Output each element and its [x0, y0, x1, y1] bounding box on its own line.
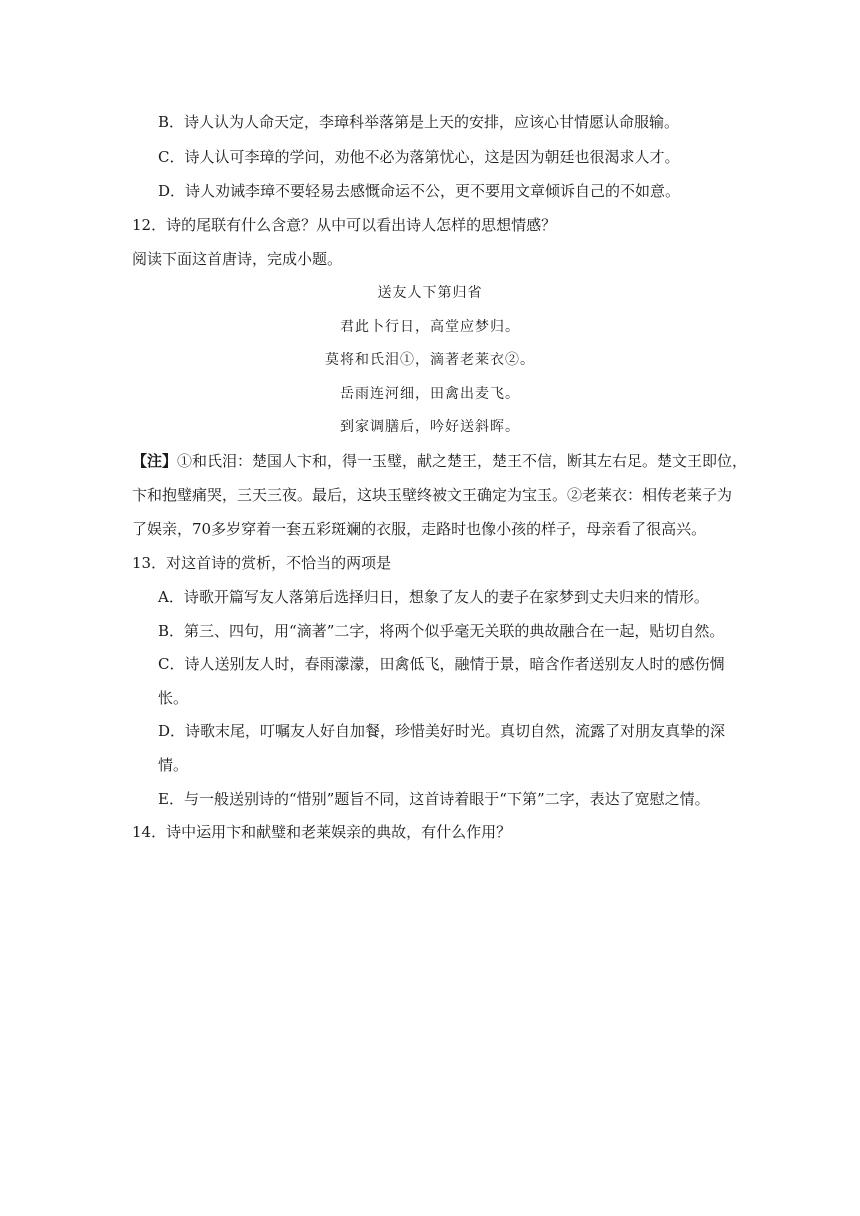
question-13-stem: 13．对这首诗的赏析，不恰当的两项是	[132, 554, 392, 572]
note-line-1	[132, 451, 747, 471]
q13-option-e: E．与一般送别诗的“惜别”题旨不同，这首诗着眼于“下第”二字，表达了宽慰之情。	[158, 790, 710, 808]
q11-option-c: C．诗人认可李璋的学问，劝他不必为落第忧心，这是因为朝廷也很渴求人才。	[158, 148, 680, 166]
question-14: 14．诗中运用卞和献璧和老莱娱亲的典故，有什么作用？	[132, 823, 512, 841]
q11-option-b: B．诗人认为人命天定，李璋科举落第是上天的安排，应该心甘情愿认命服输。	[158, 113, 680, 131]
poem-line-4: 到家调膳后，吟好送斜晖。	[340, 419, 520, 435]
q13-option-a: A．诗歌开篇写友人落第后选择归日，想象了友人的妻子在家梦到丈夫归来的情形。	[158, 588, 709, 606]
q13-option-d: D．诗歌末尾，叮嘱友人好自加餐，珍惜美好时光。真切自然，流露了对朋友真挚的深	[158, 722, 726, 740]
q13-option-c-cont: 怅。	[158, 689, 189, 707]
question-12: 12．诗的尾联有什么含意？从中可以看出诗人怎样的思想情感？	[132, 216, 557, 234]
note-line-2: 卞和抱璧痛哭，三天三夜。最后，这块玉壁终被文王确定为宝玉。②老莱衣：相传老莱子为	[132, 486, 733, 504]
q13-option-b: B．第三、四句，用“滴著”二字，将两个似乎毫无关联的典故融合在一起，贴切自然。	[158, 622, 725, 640]
note-tag: 【注】	[132, 452, 178, 470]
q13-option-c: C．诗人送别友人时，春雨濛濛，田禽低飞，融情于景，暗含作者送别友人时的感伤惆	[158, 655, 725, 673]
note-line-3: 了娱亲，70多岁穿着一套五彩斑斓的衣服，走路时也像小孩的样子，母亲看了很高兴。	[132, 520, 707, 538]
q13-option-d-cont: 情。	[158, 756, 189, 774]
poem-line-1: 君此卜行日，高堂应梦归。	[340, 319, 520, 335]
poem-line-2: 莫将和氏泪①，滴著老莱衣②。	[325, 352, 535, 368]
reading-instruction: 阅读下面这首唐诗，完成小题。	[132, 250, 343, 268]
note-text-1: ①和氏泪：楚国人卞和，得一玉璧，献之楚王，楚王不信，断其左右足。楚文王即位，	[177, 452, 748, 470]
poem-title: 送友人下第归省	[377, 285, 483, 301]
q11-option-d: D．诗人劝诫李璋不要轻易去感慨命运不公，更不要用文章倾诉自己的不如意。	[158, 182, 681, 200]
poem-line-3: 岳雨连河细，田禽出麦飞。	[340, 386, 520, 402]
